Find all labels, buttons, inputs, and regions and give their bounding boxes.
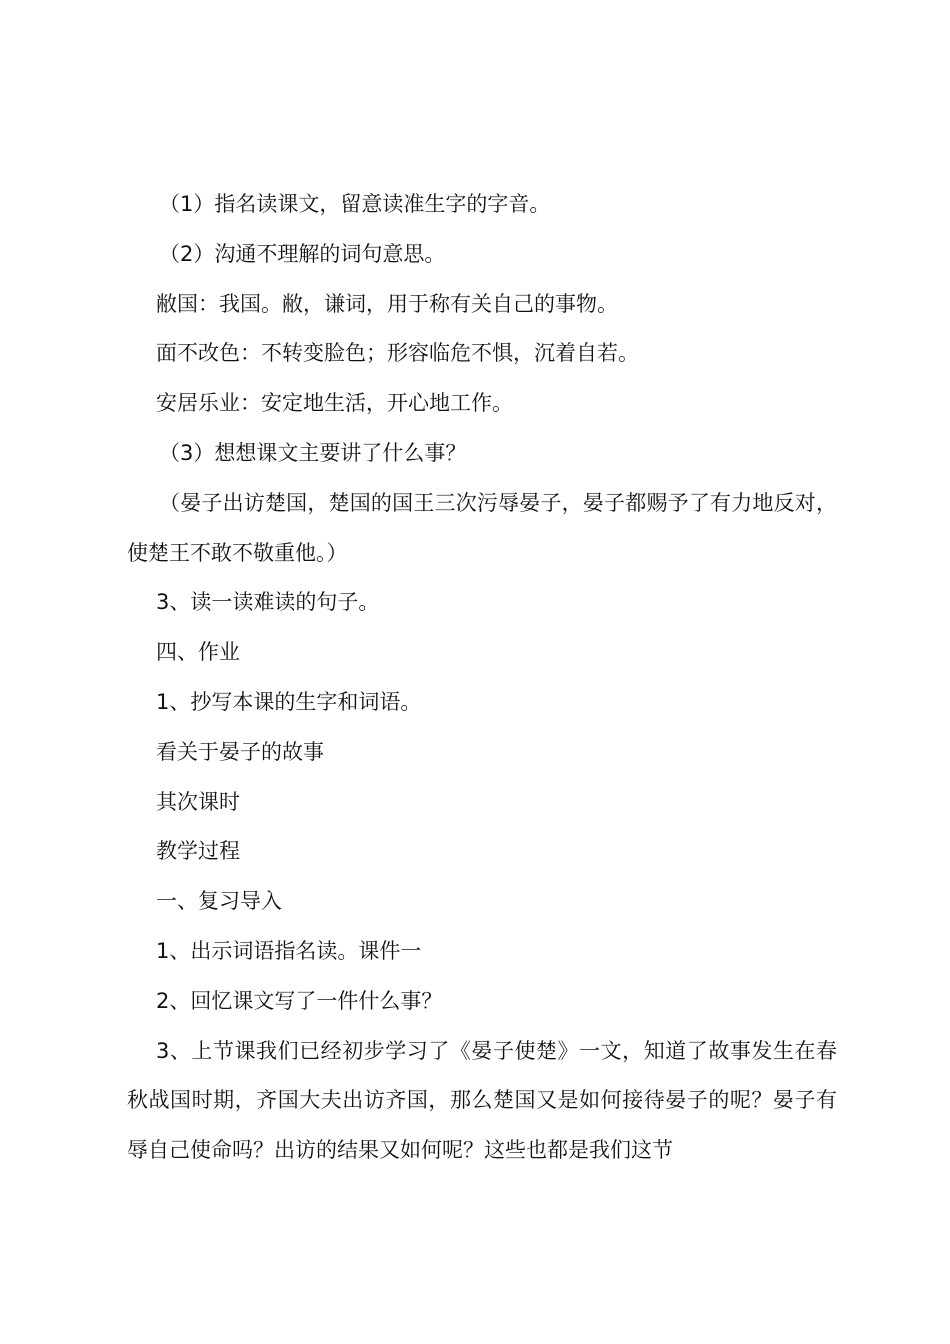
paragraph-definition-biguo: 敝国：我国。敝，谦词，用于称有关自己的事物。 [156, 291, 618, 316]
paragraph-definition-mianbugaise: 面不改色：不转变脸色；形容临危不惧，沉着自若。 [156, 341, 639, 366]
paragraph-lesson-intro: 3、上节课我们已经初步学习了《晏子使楚》一文，知道了故事发生在春秋战国时期，齐国大夫出访齐国，那么楚国又是如何接待晏子的呢？晏子有辱自己使命吗？出访的结果又如何呢？这些也都是我们这节 [127, 1038, 837, 1163]
paragraph-recall-story: 2、回忆课文写了一件什么事？ [156, 988, 443, 1013]
paragraph-copy-words: 1、抄写本课的生字和词语。 [156, 689, 422, 714]
paragraph-discuss-words: （2）沟通不理解的词句意思。 [159, 241, 446, 266]
section-heading-review: 一、复习导入 [156, 889, 282, 914]
paragraph-main-idea-answer: （晏子出访楚国，楚国的国王三次污辱晏子，晏子都赐予了有力地反对，使楚王不敢不敬重他。） [127, 490, 837, 565]
section-heading-teaching-process: 教学过程 [156, 839, 240, 864]
paragraph-read-aloud: （1）指名读课文，留意读准生字的字音。 [159, 192, 551, 216]
paragraph-definition-anjuleye: 安居乐业：安定地生活，开心地工作。 [156, 391, 513, 416]
paragraph-difficult-sentences: 3、读一读难读的句子。 [156, 590, 380, 615]
document-body [127, 180, 837, 1176]
section-heading-homework: 四、作业 [156, 640, 240, 665]
paragraph-read-stories: 看关于晏子的故事 [156, 739, 324, 764]
paragraph-show-words: 1、出示词语指名读。课件一 [156, 938, 422, 963]
paragraph-main-idea-question: （3）想想课文主要讲了什么事？ [159, 440, 467, 465]
section-heading-second-lesson: 其次课时 [156, 789, 240, 814]
